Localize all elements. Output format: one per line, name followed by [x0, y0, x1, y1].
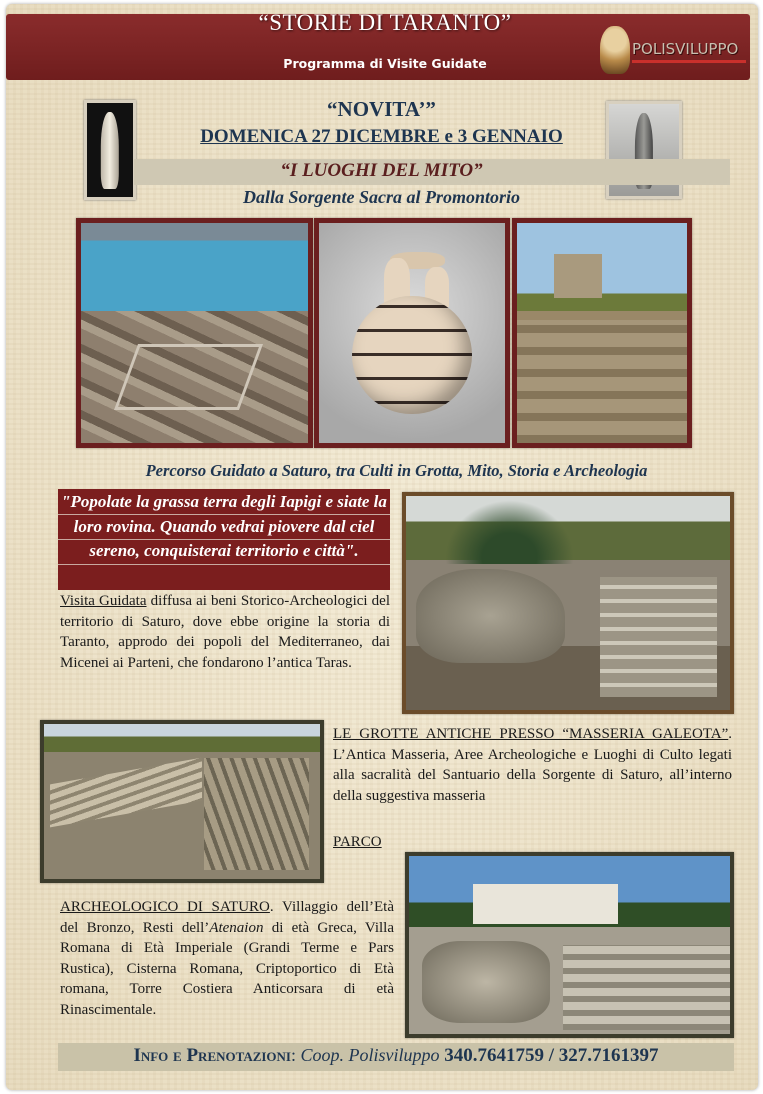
grotte-lead: LE GROTTE ANTICHE PRESSO “MASSERIA GALEOTA”: [333, 726, 729, 742]
parco-label: PARCO: [333, 834, 382, 850]
contact-info: [58, 1045, 734, 1067]
visita-text: diffusa ai beni Storico-Archeologici del territorio di Saturo, dove ebbe origine la storia di Taranto, approdo dei popoli del Mediterraneo, dai Micenei ai Parteni, che fondarono l’antica Taras.: [60, 593, 390, 671]
logo-head-icon: [600, 26, 630, 74]
info-colon: :: [291, 1045, 301, 1065]
photo-ruins: [40, 720, 324, 883]
parco-lead: ARCHEOLOGICO DI SATURO: [60, 899, 270, 915]
photo-coast-mosaic: [76, 218, 313, 448]
parco-italic: Atenaion: [209, 919, 264, 936]
event-subtitle: Dalla Sorgente Sacra al Promontorio: [242, 187, 521, 207]
photo-mycenaean-vase: [314, 218, 510, 448]
page-subtitle: Programma di Visite Guidate: [283, 56, 487, 71]
info-label: Info e Prenotazioni: [133, 1045, 291, 1066]
event-title: “I LUOGHI DEL MITO”: [280, 160, 483, 181]
page-title: “STORIE DI TARANTO”: [258, 10, 512, 35]
phone-numbers[interactable]: 340.7641759 / 327.7161397: [439, 1045, 659, 1066]
tour-description: Percorso Guidato a Saturo, tra Culti in Grotta, Mito, Storia e Archeologia: [145, 461, 648, 480]
paragraph-grotte: [333, 724, 732, 806]
polisviluppo-logo: [600, 26, 750, 74]
coop-name: Coop. Polisviluppo: [300, 1045, 440, 1065]
photo-archaeological-park: [405, 852, 734, 1038]
paragraph-parco: [60, 897, 394, 1021]
grotte-text: . L’Antica Masseria, Aree Archeologiche e Luoghi di Culto legati alla sacralità del Santuario della Sorgente di Saturo, all’interno della suggestiva masseria: [333, 726, 732, 804]
parco-text-a: . Villaggio dell’Età del Bronzo, Resti dell’: [60, 899, 394, 936]
paragraph-visita: [60, 591, 390, 673]
visita-lead: Visita Guidata: [60, 593, 147, 609]
oracle-quote: "Popolate la grassa terra degli Iapigi e siate la loro rovina. Quando vedrai piovere dal ciel sereno, conquisterai territorio e città".: [61, 492, 387, 560]
parco-text-b: di età Greca, Villa Romana di Età Imperiale (Grandi Terme e Pars Rustica), Cisterna Romana, Criptoportico di Età romana, Torre Costiera Anticorsara di età Rinascimentale.: [60, 919, 394, 1018]
photo-grotto-steps: [402, 492, 734, 714]
logo-underline: [632, 60, 746, 63]
photo-coastal-tower: [512, 218, 692, 448]
logo-text: POLISVILUPPO: [632, 40, 739, 58]
event-dates: DOMENICA 27 DICEMBRE e 3 GENNAIO: [200, 126, 563, 147]
novita-heading: “NOVITA’”: [327, 97, 436, 121]
